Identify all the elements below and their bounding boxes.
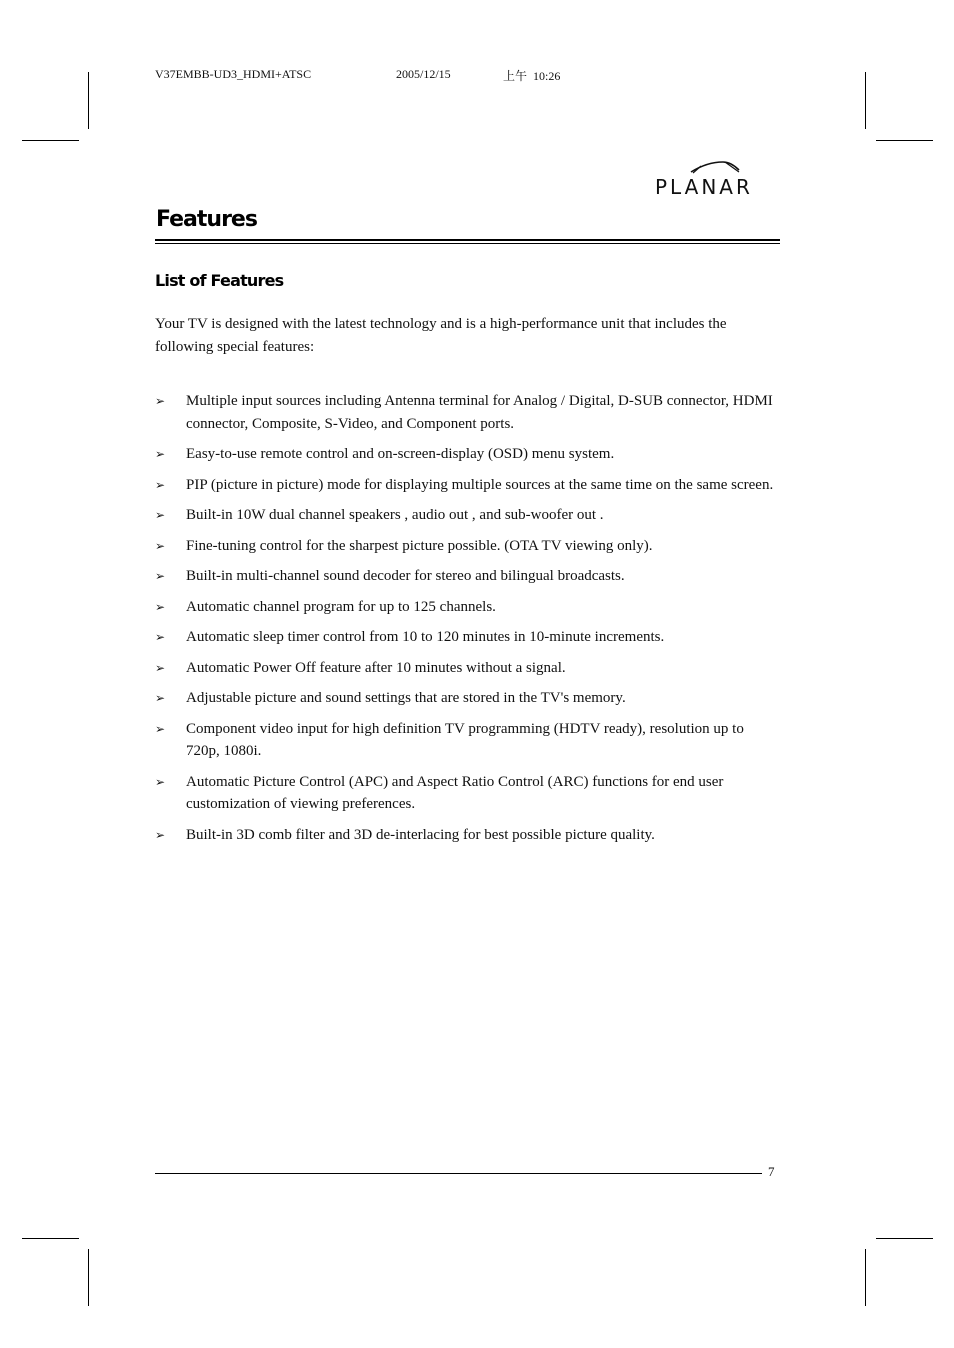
arrow-bullet-icon: ➢ [155,394,166,408]
feature-text: Automatic sleep timer control from 10 to 120 minutes in 10-minute increments. [186,629,665,645]
crop-mark-bottom-left-horizontal [22,1238,79,1239]
crop-mark-top-left-horizontal [22,140,79,141]
arrow-bullet-icon: ➢ [155,774,166,789]
arrow-bullet-icon: ➢ [155,660,166,675]
arrow-bullet-icon: ➢ [155,599,166,614]
feature-item [155,687,780,710]
features-list [155,390,780,854]
arrow-bullet-icon: ➢ [155,508,166,522]
feature-item [155,626,780,649]
intro-paragraph: Your TV is designed with the latest technology and is a high-performance unit that includes the following special features: [155,316,727,355]
title-rule-thin [155,243,780,244]
feature-item [155,657,780,680]
crop-mark-top-left-vertical [88,72,89,129]
feature-text: Easy-to-use remote control and on-screen-display (OSD) menu system. [186,446,615,462]
feature-text: Built-in 3D comb filter and 3D de-interlacing for best possible picture quality. [186,826,655,843]
feature-text: Automatic channel program for up to 125 channels. [186,598,496,615]
crop-mark-top-right-horizontal [876,140,933,141]
print-header-date: 2005/12/15 [396,67,451,81]
title-rule [155,239,780,241]
feature-text: Built-in multi-channel sound decoder for stereo and bilingual broadcasts. [186,568,625,584]
feature-text: PIP (picture in picture) mode for displaying multiple sources at the same time on the same screen. [186,476,774,493]
footer-rule [155,1173,762,1174]
logo-wordmark: PLANAR [655,175,753,199]
feature-item [155,474,780,497]
feature-item [155,535,780,558]
arrow-bullet-icon: ➢ [155,477,166,492]
arrow-bullet-icon: ➢ [155,827,166,842]
feature-item [155,824,780,847]
feature-text: Multiple input sources including Antenna terminal for Analog / Digital, D-SUB connector, HDMI connector, Composite, S-Video, and Component ports. [186,393,773,432]
feature-text: Built-in 10W dual channel speakers , audio out , and sub-woofer out . [186,507,604,523]
feature-text: Adjustable picture and sound settings that are stored in the TV's memory. [186,690,626,706]
print-header-time: 上午 10:26 [503,69,561,83]
arrow-bullet-icon: ➢ [155,630,166,644]
feature-item [155,443,780,466]
feature-item [155,390,780,435]
feature-item [155,504,780,527]
feature-item [155,771,780,816]
feature-text: Automatic Power Off feature after 10 minutes without a signal. [186,659,566,676]
feature-item [155,565,780,588]
planar-logo [655,160,780,202]
feature-text: Automatic Picture Control (APC) and Aspect Ratio Control (ARC) functions for end user customization of viewing preferences. [186,773,724,812]
feature-text: Fine-tuning control for the sharpest picture possible. (OTA TV viewing only). [186,537,653,554]
crop-mark-bottom-right-vertical [865,1249,866,1306]
arrow-bullet-icon: ➢ [155,569,166,583]
logo-arc-mark-icon [655,160,780,174]
arrow-bullet-icon: ➢ [155,691,166,705]
feature-item [155,596,780,619]
feature-item [155,718,780,763]
section-heading: List of Features [155,271,284,290]
crop-mark-bottom-left-vertical [88,1249,89,1306]
arrow-bullet-icon: ➢ [155,447,166,461]
print-header-file: V37EMBB-UD3_HDMI+ATSC [155,67,312,81]
feature-text: Component video input for high definition TV programming (HDTV ready), resolution up to 720p, 1080i. [186,720,744,759]
crop-mark-top-right-vertical [865,72,866,129]
page-number: 7 [768,1164,775,1179]
crop-mark-bottom-right-horizontal [876,1238,933,1239]
arrow-bullet-icon: ➢ [155,721,166,736]
arrow-bullet-icon: ➢ [155,538,166,553]
page-title: Features [156,207,257,232]
